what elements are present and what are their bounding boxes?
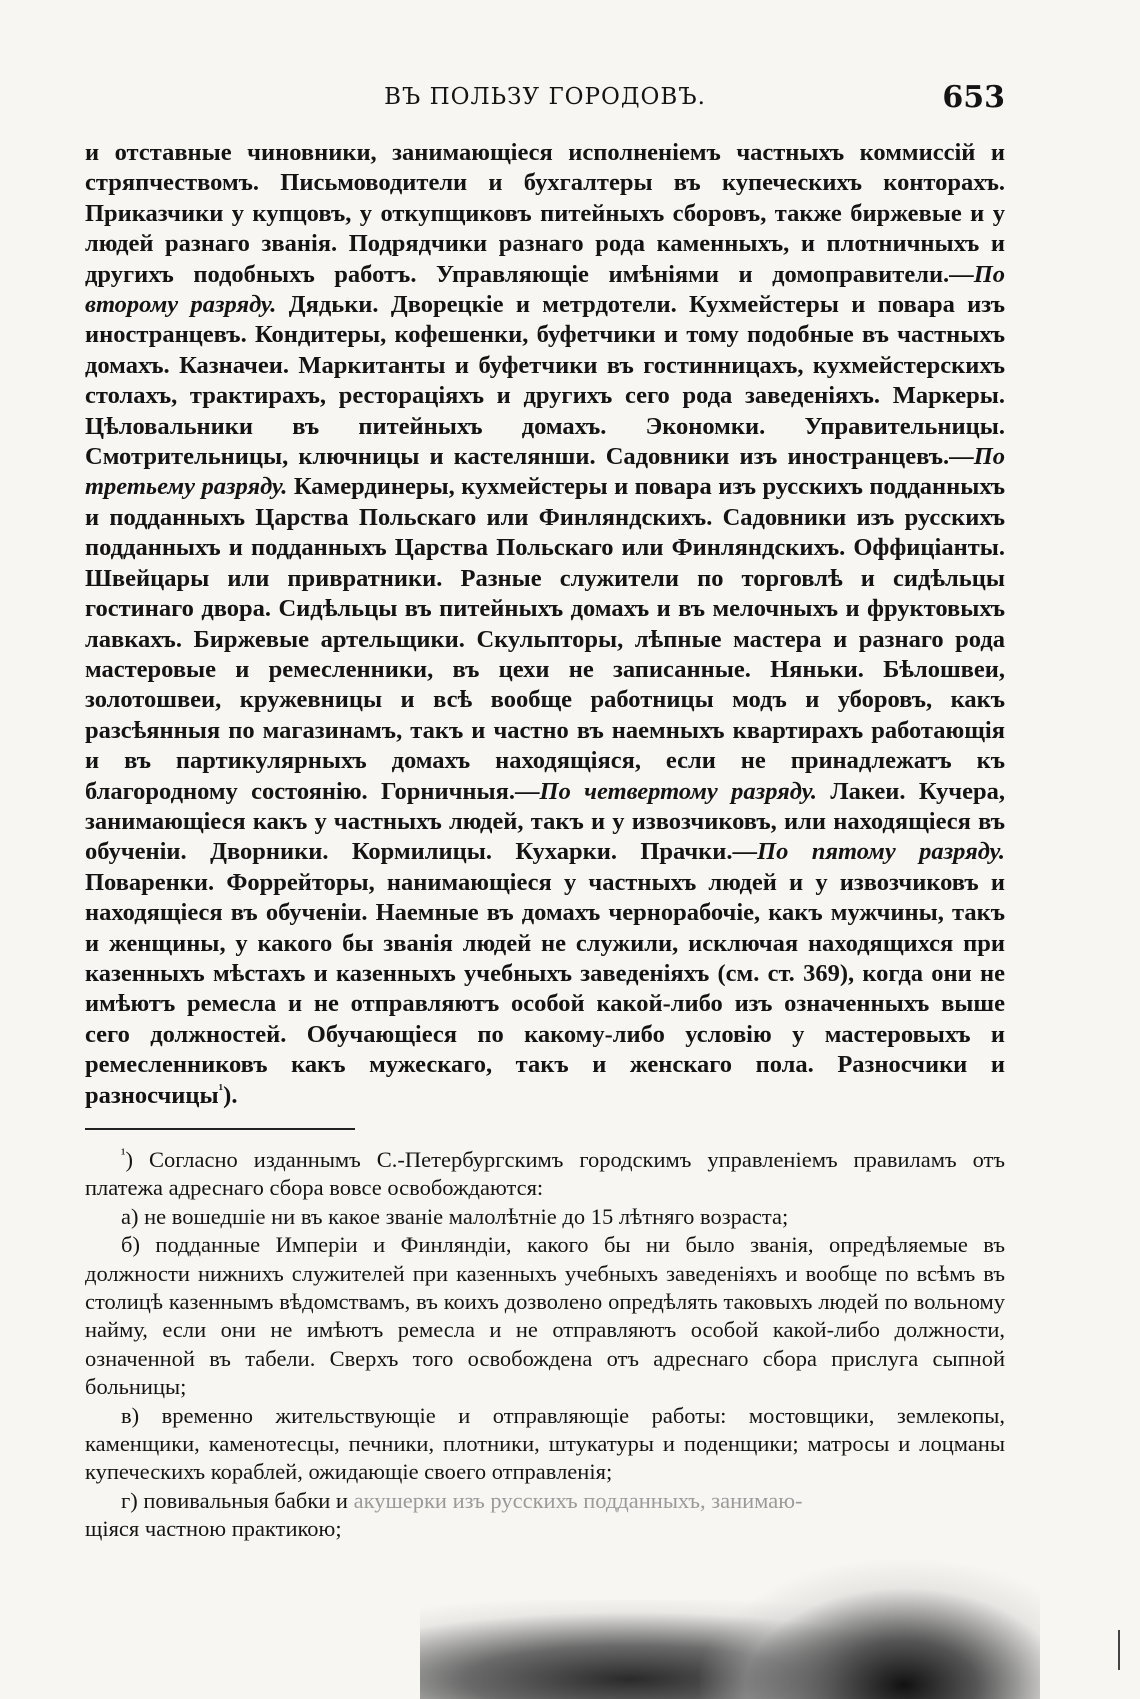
scan-smudge <box>700 1560 1040 1699</box>
text-segment: Камердинеры, кухмейстеры и повара изъ русскихъ подданныхъ и подданныхъ Царства Польскаго или Финляндскихъ. Садовники изъ русскихъ подданныхъ и подданныхъ Царства Польскаго или Финляндскихъ. Оффиціанты. Швейцары или привратники. Разные служители по торговлѣ и сидѣльцы гостинаго двора. Сидѣльцы въ питейныхъ домахъ и въ мелочныхъ и фруктовыхъ лавкахъ. Биржевые артельщики. Скульпторы, лѣпные мастера и разнаго рода мастеровые и ремесленники, въ цехи не записанные. Няньки. Бѣлошвеи, золотошвеи, кружевницы и всѣ вообще работницы модъ и уборовъ, какъ разсѣянныя по магазинамъ, такъ и частно въ наемныхъ квартирахъ работающія и въ партикулярныхъ домахъ находящіяся, если не принадлежатъ къ благородному состоянію. Горничныя.— <box>85 473 1005 805</box>
scan-edge-mark <box>1118 1630 1120 1670</box>
footnote-item-g <box>85 1487 1005 1515</box>
footnote-item-g-faded: акушерки изъ русскихъ подданныхъ, занимаю- <box>353 1487 803 1513</box>
page-number: 653 <box>942 80 1005 115</box>
text-segment: ). <box>223 1081 238 1109</box>
footnote-item-g-start: г) повивальныя бабки и <box>121 1487 354 1513</box>
footnotes <box>85 1146 1005 1544</box>
text-segment: и отставные чиновники, занимающіеся исполненіемъ частныхъ коммиссій и стряпчествомъ. Письмоводители и бухгалтеры въ купеческихъ конторахъ. Приказчики у купцовъ, у откупщиковъ питейныхъ сборовъ, также биржевые и у людей разнаго званія. Подрядчики разнаго рода каменныхъ, и плотничныхъ и другихъ подобныхъ работъ. Управляющіе имѣніями и домоправители.— <box>85 139 1005 288</box>
section-heading-third-category: По третьему разряду. <box>85 443 1005 501</box>
footnote-item-v: в) временно жительствующіе и отправляющіе работы: мостовщики, землекопы, каменщики, каменотесцы, печники, плотники, штукатуры и поденщики; матросы и лоцманы купеческихъ кораблей, ожидающіе своего отправленія; <box>85 1402 1005 1485</box>
section-heading-fourth-category: По четвертому разряду. <box>539 777 818 805</box>
running-title: ВЪ ПОЛЬЗУ ГОРОДОВЪ. <box>384 84 706 110</box>
text-segment: Поваренки. Форрейторы, нанимающіеся у частныхъ людей и у извозчиковъ и находящіеся въ обученіи. Наемные въ домахъ чернорабочіе, какъ мужчины, такъ и женщины, у какого бы званія людей не служили, исключая находящихся при казенныхъ мѣстахъ и казенныхъ учебныхъ заведеніяхъ (см. ст. 369), когда они не имѣютъ ремесла и не отправляютъ особой какой-либо изъ означенныхъ выше сего должностей. Обучающіеся по какому-либо условію у мастеровыхъ и ремесленниковъ какъ мужескаго, такъ и женскаго пола. Разносчики и разносчицы <box>85 868 1005 1109</box>
page-header <box>85 80 1005 120</box>
footnote-reference: ¹ <box>218 1081 224 1098</box>
footnote-intro-text: ) Согласно изданнымъ С.-Петербургскимъ городскимъ управленіемъ правиламъ отъ платежа адреснаго сбора вовсе освобождаются: <box>85 1147 1005 1201</box>
footnote-intro <box>85 1146 1005 1203</box>
section-heading-fifth-category: По пятому разряду. <box>757 838 1006 866</box>
text-segment: Дядьки. Дворецкіе и метрдотели. Кухмейстеры и повара изъ иностранцевъ. Кондитеры, кофешенки, буфетчики и тому подобные въ частныхъ домахъ. Казначеи. Маркитанты и буфетчики въ гостинницахъ, кухмейстерскихъ столахъ, трактирахъ, ресторацiяхъ и другихъ сего рода заведеніяхъ. Маркеры. Цѣловальники въ питейныхъ домахъ. Экономки. Управительницы. Смотрительницы, ключницы и кастелянши. Садовники изъ иностранцевъ.— <box>85 291 1005 471</box>
footnote-divider <box>85 1128 355 1130</box>
main-text <box>85 138 1005 1111</box>
section-heading-second-category: По второму разряду. <box>85 260 1005 319</box>
text-segment: Лакеи. Кучера, занимающіеся какъ у частныхъ людей, такъ и у извозчиковъ, или находящіеся въ обученіи. Дворники. Кормилицы. Кухарки. Прачки.— <box>85 777 1005 866</box>
footnote-item-b: б) подданные Имперіи и Финляндіи, какого бы ни было званія, опредѣляемые въ должности нижнихъ служителей при казенныхъ учебныхъ заведеніяхъ и вообще по всѣмъ въ столицѣ казеннымъ вѣдомствамъ, въ коихъ дозволено опредѣлять таковыхъ людей по вольному найму, если они не имѣютъ ремесла и не отправляютъ особой какой-либо должности, означенной въ табели. Сверхъ того освобождена отъ адреснаго сбора прислуга сыпной больницы; <box>85 1232 1005 1400</box>
footnote-mark: ¹ <box>121 1146 126 1163</box>
footnote-item-a: а) не вошедшіе ни въ какое званіе малолѣтніе до 15 лѣтняго возраста; <box>121 1203 789 1229</box>
footnote-item-g-end: щіяся частною практикою; <box>85 1516 342 1542</box>
